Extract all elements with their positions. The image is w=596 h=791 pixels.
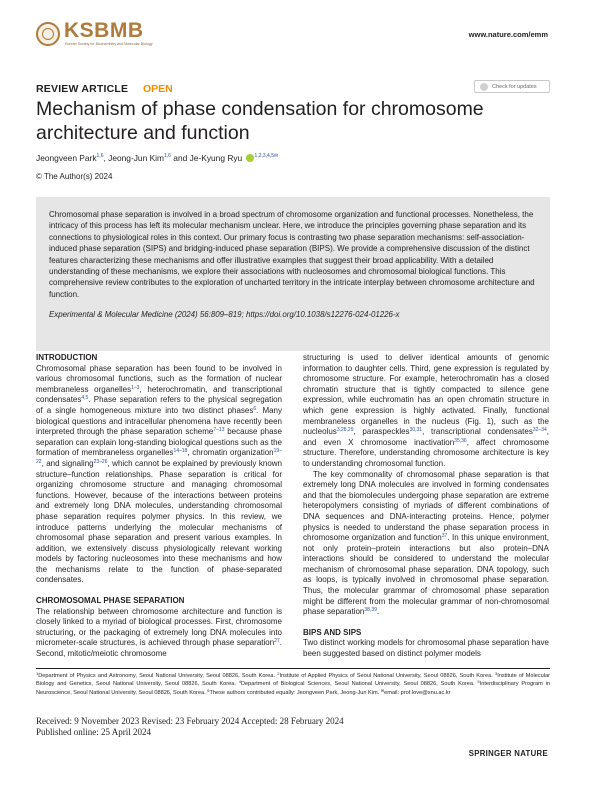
text-run: , paraspeckles <box>353 427 410 437</box>
text-run: , transcriptional condensates <box>422 427 533 437</box>
citation-reference-link[interactable]: 30,31 <box>409 427 423 434</box>
footnote-divider <box>36 668 550 669</box>
abstract-box <box>36 197 550 351</box>
text-run: email: prof.love@snu.ac.kr <box>384 689 451 696</box>
publication-dates <box>36 716 344 737</box>
citation-reference-link[interactable]: 3,28,29 <box>336 427 354 434</box>
author-affiliation[interactable]: 1,6 <box>164 153 171 159</box>
orcid-icon[interactable] <box>246 154 254 162</box>
citation-reference-link[interactable]: 19–22 <box>36 448 282 465</box>
citation-reference-link[interactable]: 3 <box>494 671 498 676</box>
text-run: , heterochromatin, and transcriptional condensates <box>36 384 282 405</box>
right-paragraph-2 <box>303 470 549 618</box>
citation-reference-link[interactable]: 38,39 <box>364 607 377 614</box>
citation-reference-link[interactable]: 37 <box>441 533 448 540</box>
text-run: Department of Biological Sciences, Seoul National University, Seoul 08826, South Korea. <box>241 681 478 688</box>
author-name[interactable]: Jeongveen Park <box>36 153 97 163</box>
citation-line[interactable]: Experimental & Molecular Medicine (2024) 56:809–819; https://doi.org/10.1038/s12276-024-01226-x <box>49 310 400 320</box>
citation-reference-link[interactable]: 35,36 <box>454 437 467 444</box>
text-run: . In this unique environment, not only protein–protein interactions but also protein–DNA interactions should be considered to understand the molecular mechanism of chromosomal phase separation. DNA topology, such as loops, is typically involved in chromosomal phase separation. Thus, the molecular grammar of chromosomal phase separation might be different from the molecular grammar of non-chromosomal phase separation <box>303 533 549 617</box>
journal-url-link[interactable]: www.nature.com/emm <box>468 30 548 39</box>
copyright-notice: © The Author(s) 2024 <box>36 172 113 181</box>
text-run: Department of Physics and Astronomy, Seoul National University, Seoul 08826, South Korea. <box>38 673 278 679</box>
ksbmb-seal-icon <box>36 22 60 46</box>
author-name[interactable]: Je-Kyung Ryu <box>189 153 243 163</box>
text-run: structuring is used to deliver identical amounts of genomic information to daughter cells. Third, gene expression is regulated by chromosome structure. For example, heterochromatin has a closed chromatin structure that is tightly compacted to silence gene expression, while euchromatin has an open chromatin structure in which gene expression is highly activated. Finally, functional membraneless organelles in the nucleus (Fig. 1), such as the nucleolus <box>303 353 549 437</box>
author-separator: and <box>170 153 190 163</box>
citation-reference-link[interactable]: 32–34 <box>532 427 547 434</box>
citation-reference-link[interactable]: 23–26 <box>93 458 108 465</box>
author-affiliation[interactable]: 1,6 <box>96 153 104 159</box>
springer-nature-logo[interactable]: SPRINGER NATURE <box>468 749 548 758</box>
text-run: Interdisciplinary Program in Neuroscience, Seoul National University, Seoul 08826, South Korea. <box>36 681 551 696</box>
text-run: Institute of Molecular Biology and Genetics, Seoul National University, Seoul 08826, South Korea. <box>36 673 551 688</box>
journal-logo-subtitle: Korean Society for Biochemistry and Molecular Biology <box>65 42 153 46</box>
body-column-left <box>36 353 282 660</box>
text-run: Institute of Applied Physics of Seoul National University, Seoul 08826, South Korea. <box>279 673 495 679</box>
text-run: . <box>376 607 380 617</box>
text-run: The key commonality of chromosomal phase separation is that extremely long DNA molecules are involved in forming condensates and that the biomolecules undergoing phase separation are extreme heteropolymers consisting of myriads of different combinations of DNA sequences and DNA-interacting proteins. Hence, polymer physics is needed to understand the phase separation process in chromosome organization and function <box>303 469 549 543</box>
open-access-badge: OPEN <box>143 83 173 95</box>
bips-paragraph: Two distinct working models for chromosomal phase separation have been suggested based on distinct polymer models <box>303 638 549 659</box>
section-heading-chromosomal-phase-separation: CHROMOSOMAL PHASE SEPARATION <box>36 596 185 606</box>
published-date: Published online: 25 April 2024 <box>36 726 152 737</box>
text-run: , and even X chromosome inactivation <box>303 427 549 447</box>
abstract-text: Chromosomal phase separation is involved in a broad spectrum of chromosome organization and functional processes. Nonetheless, the intricacy of this process has left its molecular mechanism unclear. Here, we introduce the principles governing phase separation and its connections to physiological roles in this context. Our primary focus is contrasting two phase separation mechanisms: self-association-induced phase separation (SIPS) and bridging-induced phase separation (BIPS). We provide a comprehensive discussion of the distinct features characterizing these mechanisms and offer illustrative examples that suggest their broad applicability. With a detailed understanding of these mechanisms, we explore their associations with nucleosomes and chromosomal biological functions. This comprehensive review contributes to the exploration of uncharted territory in the intricate interplay between chromosome architecture and function. <box>49 210 535 299</box>
author-affiliation[interactable]: 1,2,3,4,5✉ <box>254 153 279 159</box>
section-heading-introduction: INTRODUCTION <box>36 353 98 362</box>
check-for-updates-label: Check for updates <box>492 83 537 90</box>
citation-reference-link[interactable]: 6 <box>253 405 257 412</box>
check-for-updates-button[interactable] <box>474 80 550 93</box>
body-column-right <box>303 353 549 660</box>
author-separator: , <box>103 153 109 163</box>
article-title: Mechanism of phase condensation for chromosome architecture and function <box>36 98 484 144</box>
text-run: These authors contributed equally: Jeongveen Park, Jeong-Jun Kim. <box>209 689 381 696</box>
author-list <box>36 151 278 163</box>
text-run: , which cannot be explained by previously known structure–function relationships. Phase separation is critical for organizing chromosome structure and managing chromosomal functions. However, because of the interactions between proteins and extremely long DNA molecules, understanding chromosomal phase separation requires polymer physics. In this review, we introduce patterns underlying the molecular mechanisms of chromosomal phase separation and present various examples. In addition, we extensively discuss physiologically relevant working models by factoring nucleosomes into these mechanisms and how the mechanisms relate to the function of phase-separated condensates. <box>36 458 282 585</box>
text-run: , and signaling <box>41 458 94 468</box>
received-dates: Received: 9 November 2023 Revised: 23 February 2024 Accepted: 28 February 2024 <box>36 716 344 726</box>
text-run: Chromosomal phase separation has been found to be involved in various chromosomal functions, such as the formation of nuclear membraneless organelles <box>36 363 282 394</box>
intro-paragraph <box>36 364 282 586</box>
section-heading-bips-and-sips: BIPS AND SIPS <box>303 627 362 637</box>
text-run: , chromatin organization <box>187 448 274 458</box>
citation-reference-link[interactable]: 6 <box>207 687 210 693</box>
article-type-label: REVIEW ARTICLE <box>36 83 129 95</box>
text-run: , affect chromosome structure. Therefore, understanding chromosome architecture is key to understanding chromosomal function. <box>303 437 550 468</box>
text-run: . Many biological questions and intracellular phenomena have recently been interpreted through the phase separation scheme <box>36 405 283 437</box>
citation-reference-link[interactable]: 4,5 <box>81 395 89 402</box>
citation-reference-link[interactable]: 5 <box>477 679 480 685</box>
text-run: because phase separation can explain long-standing biological questions such as the formation of membraneless organelles <box>36 427 282 458</box>
citation-reference-link[interactable]: 7–13 <box>213 427 225 434</box>
text-run: The relationship between chromosome architecture and function is closely linked to a myriad of biological processes. First, chromosome structuring, or the packaging of extremely long DNA molecules into micrometer-scale structures, is achieved through phase separation <box>36 606 282 648</box>
chromosomal-paragraph <box>36 607 282 660</box>
journal-logo[interactable]: KSBMB <box>64 19 144 42</box>
citation-reference-link[interactable]: 2 <box>277 671 280 676</box>
right-paragraph-1 <box>303 353 549 470</box>
citation-reference-link[interactable]: 1–3 <box>131 384 140 391</box>
text-run: . Phase separation refers to the physical segregation of a single homogeneous mixture into two distinct phases <box>36 395 282 415</box>
citation-reference-link[interactable]: 1 <box>36 671 39 676</box>
author-name[interactable]: Jeong-Jun Kim <box>108 153 165 163</box>
citation-reference-link[interactable]: 27 <box>274 638 280 645</box>
citation-reference-link[interactable]: 14–18 <box>173 448 188 455</box>
text-run: . Second, mitotic/meiotic chromosome <box>36 638 282 659</box>
citation-reference-link[interactable]: 4 <box>238 679 242 685</box>
crossmark-icon <box>480 83 488 91</box>
citation-reference-link[interactable]: ✉ <box>380 687 385 693</box>
affiliation-footnotes <box>36 672 550 697</box>
